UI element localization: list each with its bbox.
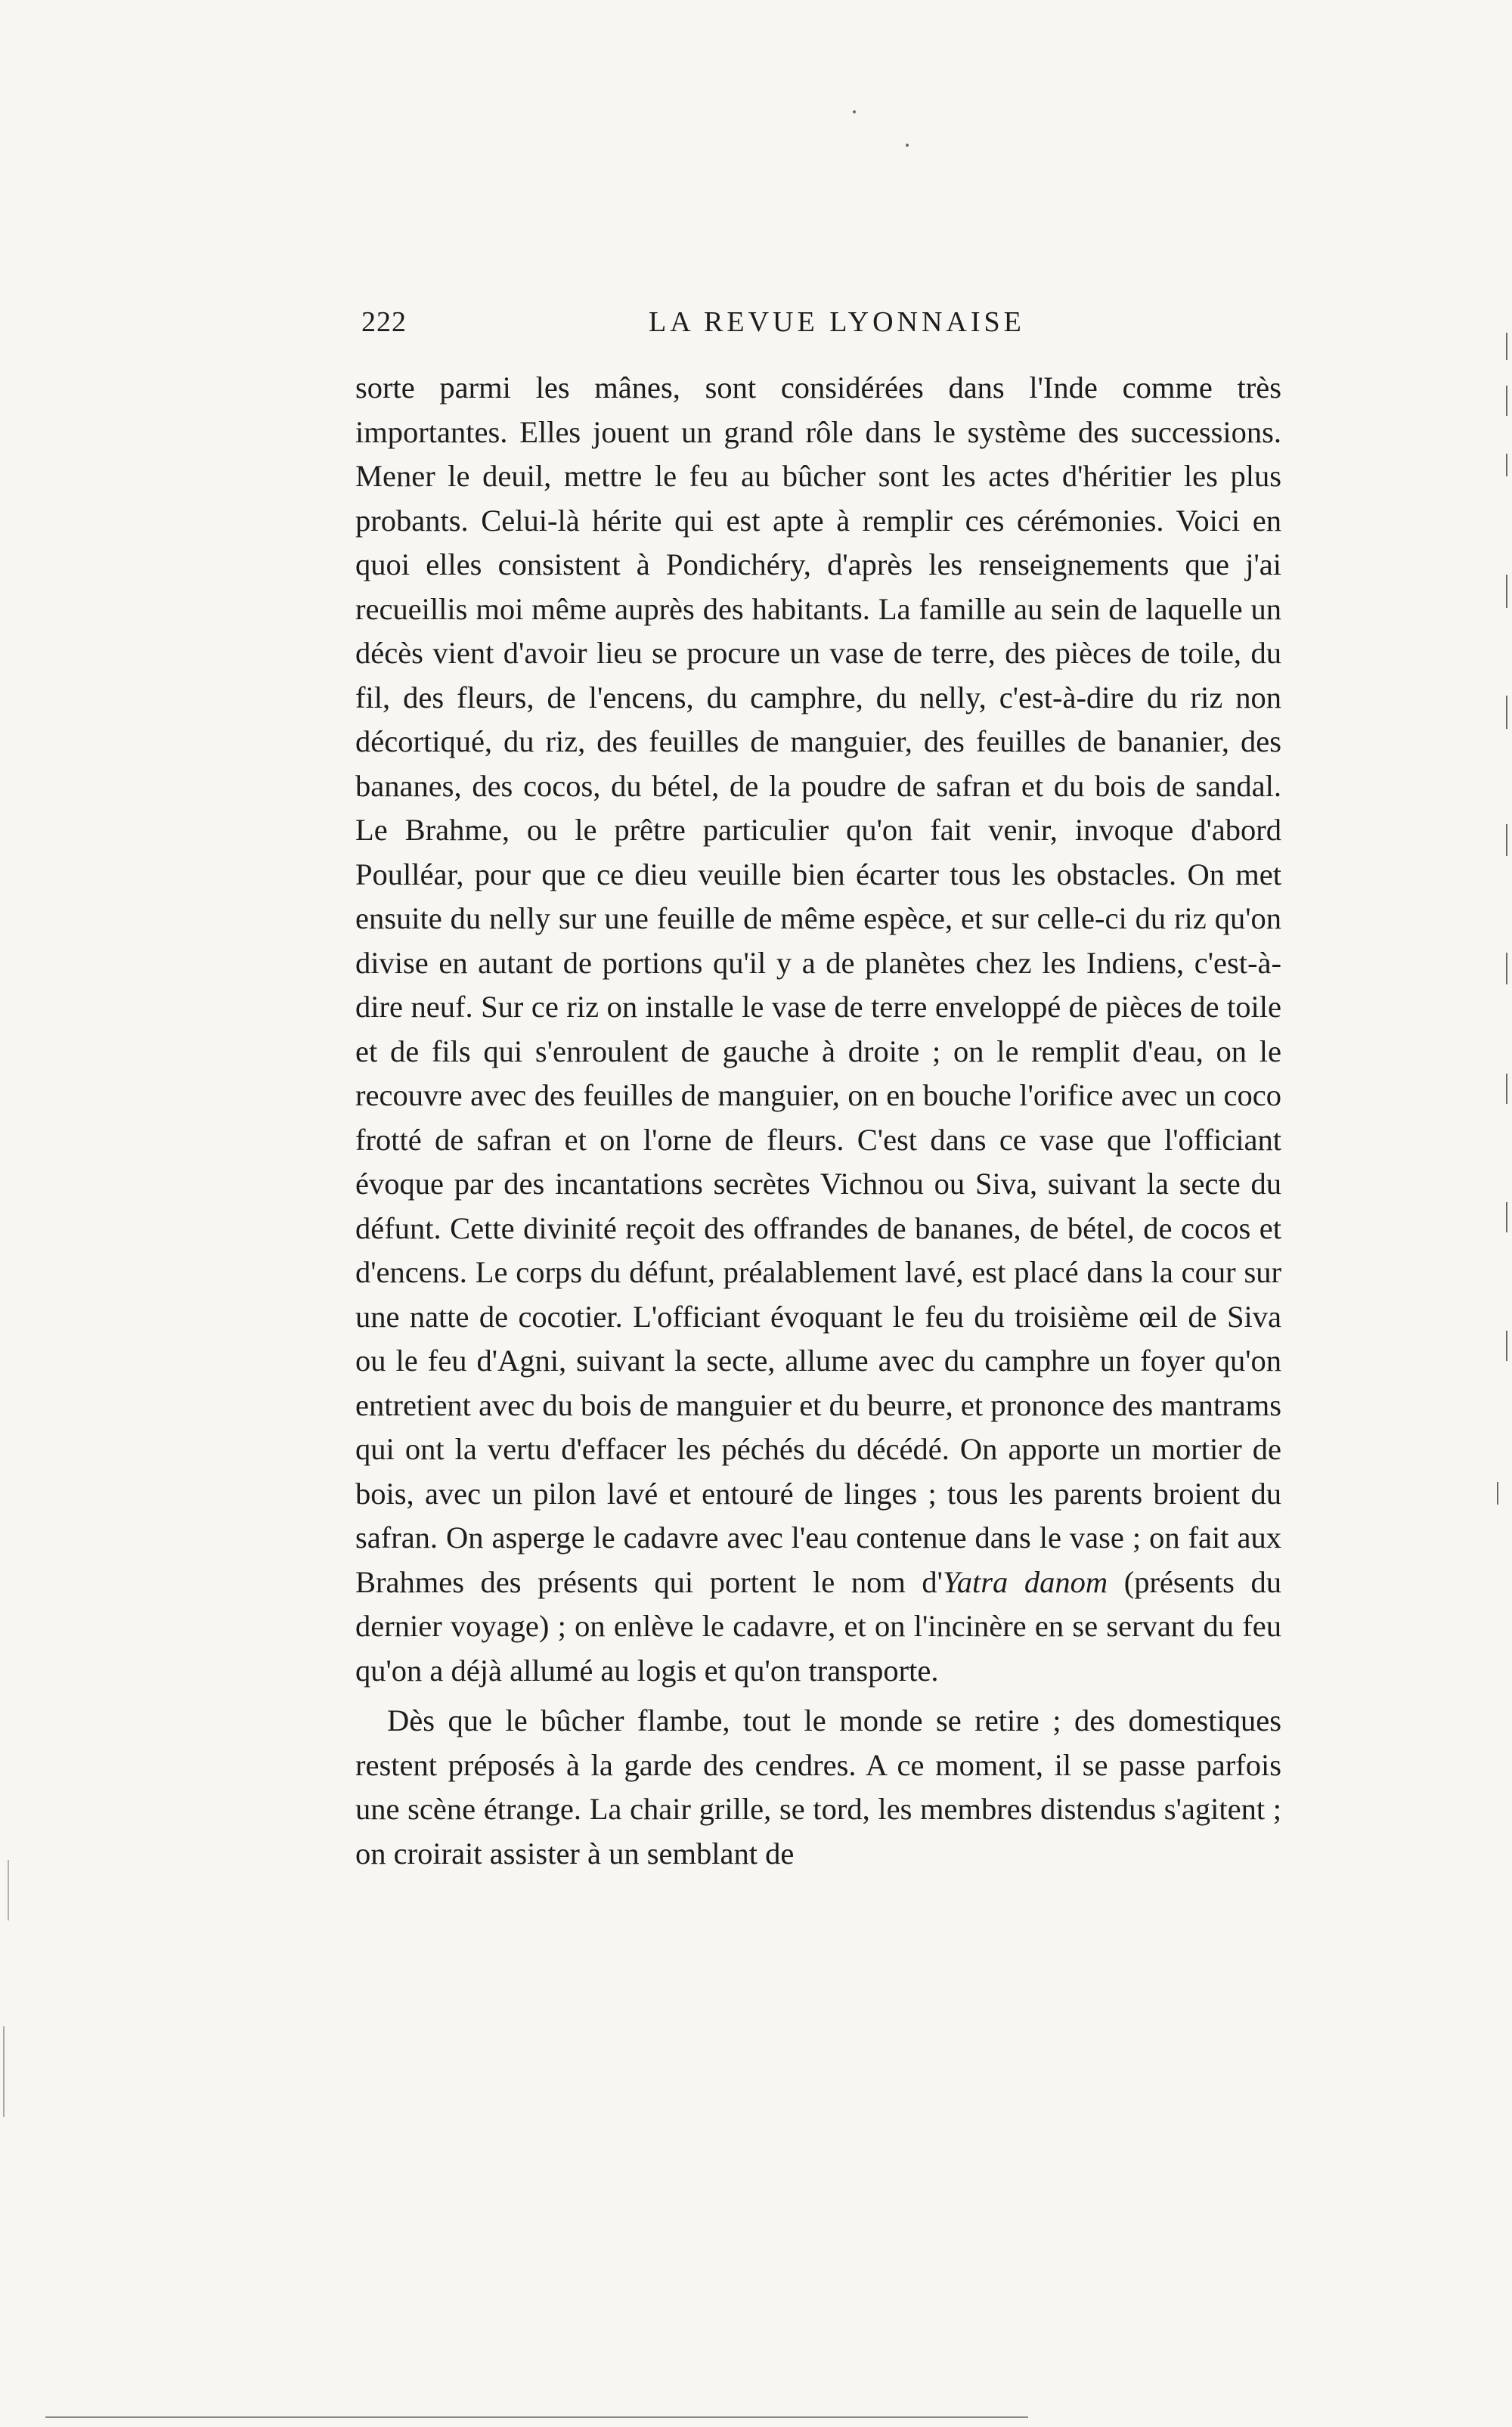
scan-artifact [1497, 1482, 1498, 1505]
scan-artifact [1506, 575, 1507, 608]
bottom-rule [45, 2416, 1028, 2418]
scan-artifact [1506, 386, 1507, 416]
paragraph-text-tail: (présents du dernier voyage) ; on enlève le cadavre, et on l'incinère en se servant du feu qu'on a déjà allumé au logis et qu'on transporte. [355, 1564, 1281, 1688]
italic-term: Yatra danom [942, 1564, 1108, 1599]
paragraph [355, 366, 1281, 1693]
scan-artifact [1506, 696, 1507, 729]
paragraph-text: sorte parmi les mânes, sont considérées dans l'Inde comme très importantes. Elles jouent un grand rôle dans le système des successions. Mener le deuil, mettre le feu au bûcher sont les actes d'héritier les plus probants. Celui-là hérite qui est apte à remplir ces cérémonies. Voici en quoi elles consistent à Pondichéry, d'après les renseignements que j'ai recueillis moi même auprès des habitants. La famille au sein de laquelle un décès vient d'avoir lieu se procure un vase de terre, des pièces de toile, du fil, des fleurs, de l'encens, du camphre, du nelly, c'est-à-dire du riz non décortiqué, du riz, des feuilles de manguier, des feuilles de bananier, des bananes, des cocos, du bétel, de la poudre de safran et du bois de sandal. Le Brahme, ou le prêtre particulier qu'on fait venir, invoque d'abord Poulléar, pour que ce dieu veuille bien écarter tous les obstacles. On met ensuite du nelly sur une feuille de même espèce, et sur celle-ci du riz qu'on divise en autant de portions qu'il y a de planètes chez les Indiens, c'est-à-dire neuf. Sur ce riz on installe le vase de terre enveloppé de pièces de toile et de fils qui s'enroulent de gauche à droite ; on le remplit d'eau, on le recouvre avec des feuilles de manguier, on en bouche l'orifice avec un coco frotté de safran et on l'orne de fleurs. C'est dans ce vase que l'officiant évoque par des incantations secrètes Vichnou ou Siva, suivant la secte du défunt. Cette divinité reçoit des offrandes de bananes, de bétel, de cocos et d'encens. Le corps du défunt, préalablement lavé, est placé dans la cour sur une natte de cocotier. L'officiant évoquant le feu du troisième œil de Siva ou le feu d'Agni, suivant la secte, allume avec du camphre un foyer qu'on entretient avec du bois de manguier et du beurre, et prononce des mantrams qui ont la vertu d'effacer les péchés du décédé. On apporte un mortier de bois, avec un pilon lavé et entouré de linges ; tous les parents broient du safran. On asperge le cadavre avec l'eau contenue dans le vase ; on fait aux Brahmes des présents qui portent le nom d' [355, 370, 1281, 1599]
paragraph: Dès que le bûcher flambe, tout le monde se retire ; des domestiques restent préposés à la garde des cendres. A ce moment, il se passe parfois une scène étrange. La chair grille, se tord, les membres distendus s'agitent ; on croirait assister à un semblant de [355, 1703, 1281, 1871]
scan-artifact [1506, 953, 1507, 984]
scan-artifact [853, 110, 856, 113]
scan-artifact [1506, 824, 1507, 856]
scan-artifact [3, 2026, 5, 2117]
page-number: 222 [361, 306, 407, 338]
scan-artifact [1506, 1074, 1507, 1104]
page-header [361, 305, 1276, 348]
body-text [355, 366, 1281, 1876]
scan-artifact [1506, 1202, 1507, 1232]
scan-artifact [8, 1860, 9, 1920]
scan-artifact [1506, 1331, 1507, 1361]
running-title: LA REVUE LYONNAISE [649, 306, 1025, 338]
scan-artifact [1506, 333, 1507, 360]
scan-artifact [906, 144, 909, 147]
scan-artifact [1506, 454, 1507, 476]
